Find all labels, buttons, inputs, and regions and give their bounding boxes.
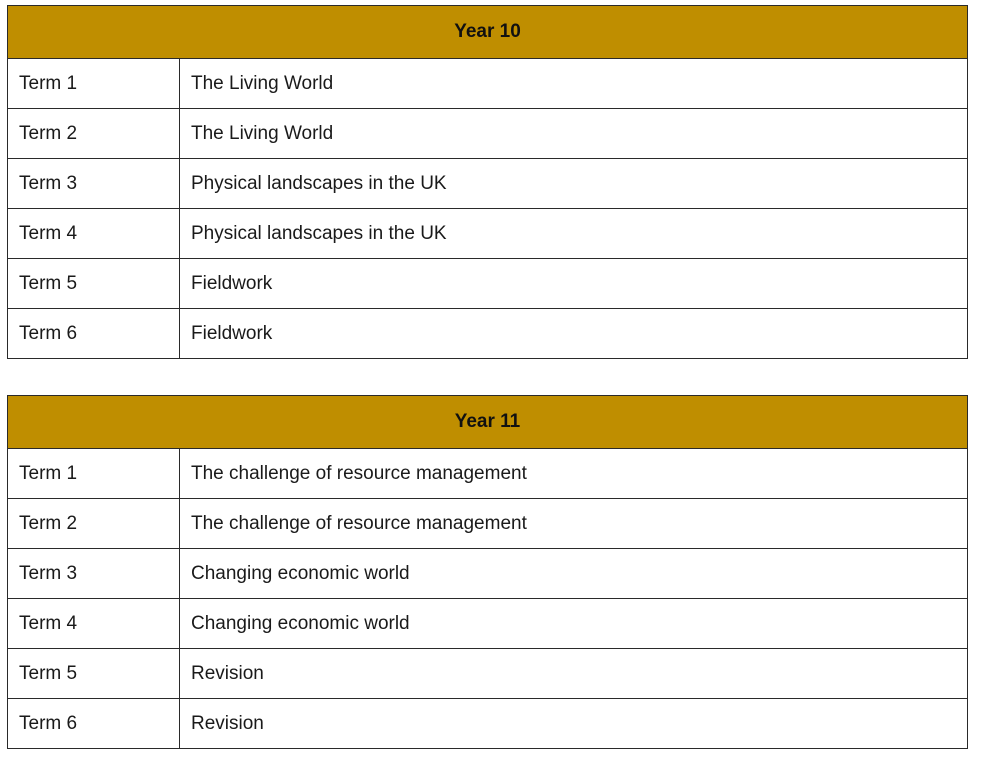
year-11-table [7,395,968,749]
topic-cell: Fieldwork [180,309,968,359]
topic-cell: Changing economic world [180,599,968,649]
topic-cell: The challenge of resource management [180,449,968,499]
topic-cell: Physical landscapes in the UK [180,209,968,259]
table-header-row [8,396,968,449]
table-row [8,449,968,499]
term-cell: Term 5 [8,259,180,309]
topic-cell: Revision [180,699,968,749]
term-cell: Term 1 [8,449,180,499]
topic-cell: Changing economic world [180,549,968,599]
term-cell: Term 5 [8,649,180,699]
term-cell: Term 6 [8,699,180,749]
term-cell: Term 6 [8,309,180,359]
table-row [8,159,968,209]
topic-cell: Revision [180,649,968,699]
table-row [8,649,968,699]
table-row [8,499,968,549]
table-row [8,59,968,109]
table-row [8,599,968,649]
topic-cell: Fieldwork [180,259,968,309]
term-cell: Term 2 [8,499,180,549]
term-cell: Term 3 [8,159,180,209]
topic-cell: The challenge of resource management [180,499,968,549]
year-11-heading: Year 11 [8,396,968,449]
table-row [8,309,968,359]
term-cell: Term 4 [8,599,180,649]
table-row [8,549,968,599]
term-cell: Term 4 [8,209,180,259]
topic-cell: The Living World [180,59,968,109]
table-row [8,209,968,259]
term-cell: Term 1 [8,59,180,109]
term-cell: Term 2 [8,109,180,159]
topic-cell: Physical landscapes in the UK [180,159,968,209]
table-header-row [8,6,968,59]
year-10-table [7,5,968,359]
year-10-heading: Year 10 [8,6,968,59]
term-cell: Term 3 [8,549,180,599]
topic-cell: The Living World [180,109,968,159]
table-row [8,699,968,749]
table-row [8,109,968,159]
table-row [8,259,968,309]
